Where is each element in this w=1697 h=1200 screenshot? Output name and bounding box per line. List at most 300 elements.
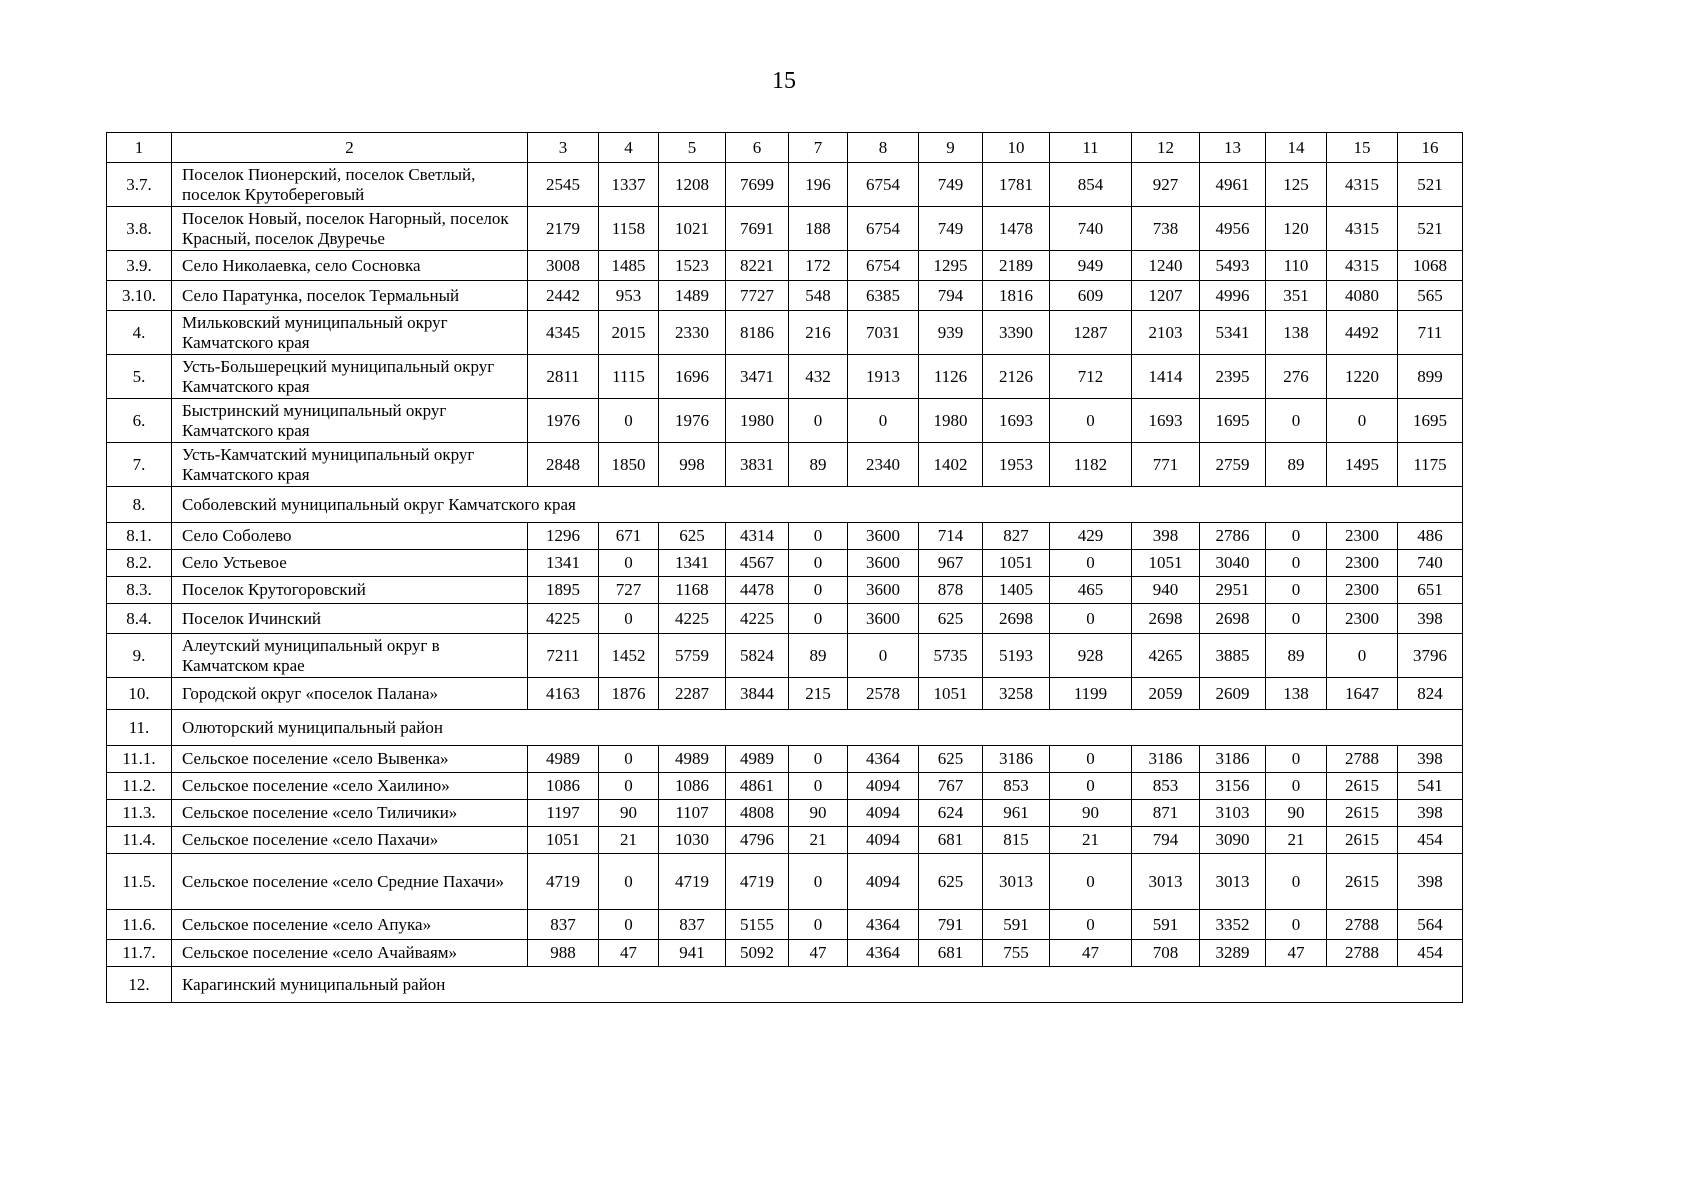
- value-cell: 1107: [659, 800, 726, 827]
- value-cell: 1495: [1327, 443, 1398, 487]
- value-cell: 1485: [599, 251, 659, 281]
- value-cell: 1696: [659, 355, 726, 399]
- value-cell: 1086: [659, 773, 726, 800]
- value-cell: 0: [1050, 854, 1132, 910]
- column-number-cell: 5: [659, 133, 726, 163]
- value-cell: 0: [599, 746, 659, 773]
- value-cell: 4719: [726, 854, 789, 910]
- value-cell: 521: [1398, 163, 1463, 207]
- value-cell: 2103: [1132, 311, 1200, 355]
- value-cell: 4961: [1200, 163, 1266, 207]
- row-number-cell: 11.1.: [107, 746, 172, 773]
- column-number-cell: 7: [789, 133, 848, 163]
- value-cell: 0: [789, 910, 848, 940]
- value-cell: 1523: [659, 251, 726, 281]
- value-cell: 2395: [1200, 355, 1266, 399]
- value-cell: 1913: [848, 355, 919, 399]
- value-cell: 824: [1398, 678, 1463, 710]
- column-number-cell: 11: [1050, 133, 1132, 163]
- value-cell: 878: [919, 577, 983, 604]
- territory-name-cell: Сельское поселение «село Вывенка»: [172, 746, 528, 773]
- territory-name-cell: Сельское поселение «село Тиличики»: [172, 800, 528, 827]
- territory-name-cell: Село Николаевка, село Сосновка: [172, 251, 528, 281]
- territory-name-cell: Сельское поселение «село Ачайваям»: [172, 940, 528, 967]
- value-cell: 953: [599, 281, 659, 311]
- value-cell: 4080: [1327, 281, 1398, 311]
- value-cell: 1402: [919, 443, 983, 487]
- table-row: [107, 311, 1463, 355]
- value-cell: 711: [1398, 311, 1463, 355]
- territory-name-cell: Алеутский муниципальный округ в Камчатском крае: [172, 634, 528, 678]
- value-cell: 853: [983, 773, 1050, 800]
- value-cell: 1693: [1132, 399, 1200, 443]
- value-cell: 521: [1398, 207, 1463, 251]
- value-cell: 1980: [919, 399, 983, 443]
- table-row: [107, 678, 1463, 710]
- page-number: 15: [772, 68, 796, 94]
- value-cell: 671: [599, 523, 659, 550]
- value-cell: 0: [789, 577, 848, 604]
- value-cell: 767: [919, 773, 983, 800]
- value-cell: 4225: [659, 604, 726, 634]
- value-cell: 1287: [1050, 311, 1132, 355]
- value-cell: 0: [1050, 550, 1132, 577]
- value-cell: 89: [1266, 634, 1327, 678]
- value-cell: 1405: [983, 577, 1050, 604]
- value-cell: 961: [983, 800, 1050, 827]
- value-cell: 2609: [1200, 678, 1266, 710]
- value-cell: 1068: [1398, 251, 1463, 281]
- value-cell: 125: [1266, 163, 1327, 207]
- value-cell: 3040: [1200, 550, 1266, 577]
- value-cell: 564: [1398, 910, 1463, 940]
- row-number-cell: 11.2.: [107, 773, 172, 800]
- section-row: [107, 487, 1463, 523]
- value-cell: 0: [1266, 746, 1327, 773]
- value-cell: 5193: [983, 634, 1050, 678]
- value-cell: 2015: [599, 311, 659, 355]
- value-cell: 4315: [1327, 207, 1398, 251]
- value-cell: 1115: [599, 355, 659, 399]
- value-cell: 2788: [1327, 910, 1398, 940]
- value-cell: 3352: [1200, 910, 1266, 940]
- value-cell: 625: [919, 604, 983, 634]
- territory-name-cell: Поселок Новый, поселок Нагорный, поселок Красный, поселок Двуречье: [172, 207, 528, 251]
- value-cell: 1816: [983, 281, 1050, 311]
- row-number-cell: 4.: [107, 311, 172, 355]
- territory-name-cell: Городской округ «поселок Палана»: [172, 678, 528, 710]
- value-cell: 1086: [528, 773, 599, 800]
- row-number-cell: 9.: [107, 634, 172, 678]
- value-cell: 565: [1398, 281, 1463, 311]
- value-cell: 90: [1266, 800, 1327, 827]
- value-cell: 21: [1050, 827, 1132, 854]
- territory-name-cell: Усть-Камчатский муниципальный округ Камчатского края: [172, 443, 528, 487]
- value-cell: 2300: [1327, 523, 1398, 550]
- value-cell: 2615: [1327, 827, 1398, 854]
- value-cell: 4989: [659, 746, 726, 773]
- value-cell: 0: [789, 604, 848, 634]
- value-cell: 0: [789, 550, 848, 577]
- value-cell: 4314: [726, 523, 789, 550]
- value-cell: 2300: [1327, 577, 1398, 604]
- value-cell: 541: [1398, 773, 1463, 800]
- table-row: [107, 523, 1463, 550]
- column-number-cell: 16: [1398, 133, 1463, 163]
- value-cell: 0: [789, 746, 848, 773]
- value-cell: 6385: [848, 281, 919, 311]
- value-cell: 4996: [1200, 281, 1266, 311]
- value-cell: 2578: [848, 678, 919, 710]
- value-cell: 0: [1266, 577, 1327, 604]
- value-cell: 3289: [1200, 940, 1266, 967]
- value-cell: 7691: [726, 207, 789, 251]
- value-cell: 712: [1050, 355, 1132, 399]
- row-number-cell: 8.1.: [107, 523, 172, 550]
- row-number-cell: 8.2.: [107, 550, 172, 577]
- value-cell: 21: [599, 827, 659, 854]
- value-cell: 0: [1266, 550, 1327, 577]
- row-number-cell: 11.4.: [107, 827, 172, 854]
- value-cell: 172: [789, 251, 848, 281]
- value-cell: 0: [599, 550, 659, 577]
- value-cell: 4094: [848, 827, 919, 854]
- value-cell: 4364: [848, 940, 919, 967]
- value-cell: 47: [1050, 940, 1132, 967]
- row-number-cell: 11.6.: [107, 910, 172, 940]
- value-cell: 609: [1050, 281, 1132, 311]
- value-cell: 5735: [919, 634, 983, 678]
- value-cell: 3844: [726, 678, 789, 710]
- value-cell: 2788: [1327, 940, 1398, 967]
- territory-name-cell: Поселок Ичинский: [172, 604, 528, 634]
- column-number-cell: 8: [848, 133, 919, 163]
- value-cell: 276: [1266, 355, 1327, 399]
- value-cell: 196: [789, 163, 848, 207]
- value-cell: 1175: [1398, 443, 1463, 487]
- value-cell: 3186: [983, 746, 1050, 773]
- value-cell: 1489: [659, 281, 726, 311]
- table-row: [107, 355, 1463, 399]
- column-number-cell: 13: [1200, 133, 1266, 163]
- value-cell: 0: [1050, 604, 1132, 634]
- value-cell: 2615: [1327, 773, 1398, 800]
- value-cell: 4956: [1200, 207, 1266, 251]
- value-cell: 0: [1050, 746, 1132, 773]
- value-cell: 2126: [983, 355, 1050, 399]
- value-cell: 0: [599, 399, 659, 443]
- value-cell: 5493: [1200, 251, 1266, 281]
- value-cell: 740: [1398, 550, 1463, 577]
- value-cell: 4719: [528, 854, 599, 910]
- value-cell: 591: [1132, 910, 1200, 940]
- value-cell: 1220: [1327, 355, 1398, 399]
- column-number-cell: 4: [599, 133, 659, 163]
- table-row: [107, 251, 1463, 281]
- value-cell: 1414: [1132, 355, 1200, 399]
- value-cell: 0: [1050, 910, 1132, 940]
- territory-name-cell: Усть-Большерецкий муниципальный округ Камчатского края: [172, 355, 528, 399]
- value-cell: 0: [1050, 399, 1132, 443]
- value-cell: 120: [1266, 207, 1327, 251]
- value-cell: 3186: [1132, 746, 1200, 773]
- row-number-cell: 11.7.: [107, 940, 172, 967]
- value-cell: 1341: [659, 550, 726, 577]
- value-cell: 939: [919, 311, 983, 355]
- value-cell: 2698: [1132, 604, 1200, 634]
- value-cell: 138: [1266, 311, 1327, 355]
- value-cell: 4225: [726, 604, 789, 634]
- row-number-cell: 3.10.: [107, 281, 172, 311]
- value-cell: 1296: [528, 523, 599, 550]
- value-cell: 4345: [528, 311, 599, 355]
- value-cell: 0: [599, 773, 659, 800]
- value-cell: 90: [1050, 800, 1132, 827]
- value-cell: 928: [1050, 634, 1132, 678]
- value-cell: 794: [919, 281, 983, 311]
- value-cell: 815: [983, 827, 1050, 854]
- value-cell: 5759: [659, 634, 726, 678]
- value-cell: 871: [1132, 800, 1200, 827]
- value-cell: 1021: [659, 207, 726, 251]
- value-cell: 1051: [983, 550, 1050, 577]
- column-number-cell: 14: [1266, 133, 1327, 163]
- territory-name-cell: Сельское поселение «село Пахачи»: [172, 827, 528, 854]
- row-number-cell: 11.5.: [107, 854, 172, 910]
- value-cell: 853: [1132, 773, 1200, 800]
- value-cell: 3600: [848, 604, 919, 634]
- value-cell: 3013: [983, 854, 1050, 910]
- value-cell: 1126: [919, 355, 983, 399]
- value-cell: 771: [1132, 443, 1200, 487]
- row-number-cell: 6.: [107, 399, 172, 443]
- value-cell: 0: [1266, 773, 1327, 800]
- value-cell: 591: [983, 910, 1050, 940]
- value-cell: 90: [599, 800, 659, 827]
- value-cell: 2698: [983, 604, 1050, 634]
- value-cell: 188: [789, 207, 848, 251]
- value-cell: 0: [789, 523, 848, 550]
- value-cell: 0: [599, 604, 659, 634]
- value-cell: 714: [919, 523, 983, 550]
- row-number-cell: 11.: [107, 710, 172, 746]
- value-cell: 837: [659, 910, 726, 940]
- value-cell: 4163: [528, 678, 599, 710]
- territory-name-cell: Сельское поселение «село Хаилино»: [172, 773, 528, 800]
- value-cell: 837: [528, 910, 599, 940]
- value-cell: 625: [919, 854, 983, 910]
- table-row: [107, 281, 1463, 311]
- value-cell: 7031: [848, 311, 919, 355]
- value-cell: 681: [919, 940, 983, 967]
- value-cell: 1693: [983, 399, 1050, 443]
- column-number-cell: 1: [107, 133, 172, 163]
- value-cell: 1980: [726, 399, 789, 443]
- value-cell: 1478: [983, 207, 1050, 251]
- table-row: [107, 940, 1463, 967]
- value-cell: 755: [983, 940, 1050, 967]
- data-table: [106, 132, 1463, 1003]
- value-cell: 4796: [726, 827, 789, 854]
- value-cell: 727: [599, 577, 659, 604]
- value-cell: 7699: [726, 163, 789, 207]
- row-number-cell: 8.: [107, 487, 172, 523]
- value-cell: 216: [789, 311, 848, 355]
- value-cell: 651: [1398, 577, 1463, 604]
- table-row: [107, 604, 1463, 634]
- column-number-cell: 10: [983, 133, 1050, 163]
- value-cell: 5092: [726, 940, 789, 967]
- value-cell: 3103: [1200, 800, 1266, 827]
- value-cell: 3600: [848, 577, 919, 604]
- value-cell: 827: [983, 523, 1050, 550]
- value-cell: 2615: [1327, 800, 1398, 827]
- value-cell: 3390: [983, 311, 1050, 355]
- value-cell: 2848: [528, 443, 599, 487]
- value-cell: 2300: [1327, 550, 1398, 577]
- value-cell: 1976: [528, 399, 599, 443]
- row-number-cell: 3.8.: [107, 207, 172, 251]
- value-cell: 3831: [726, 443, 789, 487]
- table-row: [107, 443, 1463, 487]
- value-cell: 2698: [1200, 604, 1266, 634]
- value-cell: 1051: [1132, 550, 1200, 577]
- section-row: [107, 710, 1463, 746]
- value-cell: 1158: [599, 207, 659, 251]
- value-cell: 0: [1327, 634, 1398, 678]
- value-cell: 6754: [848, 207, 919, 251]
- row-number-cell: 10.: [107, 678, 172, 710]
- territory-name-cell: Карагинский муниципальный район: [172, 967, 1463, 1003]
- value-cell: 2759: [1200, 443, 1266, 487]
- row-number-cell: 3.9.: [107, 251, 172, 281]
- value-cell: 110: [1266, 251, 1327, 281]
- value-cell: 998: [659, 443, 726, 487]
- value-cell: 2330: [659, 311, 726, 355]
- value-cell: 854: [1050, 163, 1132, 207]
- row-number-cell: 5.: [107, 355, 172, 399]
- value-cell: 681: [919, 827, 983, 854]
- value-cell: 8221: [726, 251, 789, 281]
- value-cell: 90: [789, 800, 848, 827]
- value-cell: 0: [1050, 773, 1132, 800]
- value-cell: 2179: [528, 207, 599, 251]
- territory-name-cell: Село Соболево: [172, 523, 528, 550]
- territory-name-cell: Соболевский муниципальный округ Камчатского края: [172, 487, 1463, 523]
- value-cell: 1208: [659, 163, 726, 207]
- column-number-cell: 6: [726, 133, 789, 163]
- value-cell: 3796: [1398, 634, 1463, 678]
- territory-name-cell: Мильковский муниципальный округ Камчатского края: [172, 311, 528, 355]
- value-cell: 429: [1050, 523, 1132, 550]
- value-cell: 949: [1050, 251, 1132, 281]
- value-cell: 21: [1266, 827, 1327, 854]
- column-number-cell: 9: [919, 133, 983, 163]
- value-cell: 740: [1050, 207, 1132, 251]
- value-cell: 3600: [848, 523, 919, 550]
- value-cell: 0: [1327, 399, 1398, 443]
- value-cell: 454: [1398, 940, 1463, 967]
- value-cell: 1695: [1398, 399, 1463, 443]
- territory-name-cell: Олюторский муниципальный район: [172, 710, 1463, 746]
- column-number-cell: 2: [172, 133, 528, 163]
- value-cell: 47: [789, 940, 848, 967]
- value-cell: 4315: [1327, 251, 1398, 281]
- value-cell: 1850: [599, 443, 659, 487]
- table-row: [107, 399, 1463, 443]
- table-row: [107, 207, 1463, 251]
- territory-name-cell: Быстринский муниципальный округ Камчатского края: [172, 399, 528, 443]
- value-cell: 1781: [983, 163, 1050, 207]
- value-cell: 1182: [1050, 443, 1132, 487]
- territory-name-cell: Поселок Крутогоровский: [172, 577, 528, 604]
- territory-name-cell: Село Устьевое: [172, 550, 528, 577]
- table-row: [107, 910, 1463, 940]
- value-cell: 432: [789, 355, 848, 399]
- value-cell: 0: [1266, 523, 1327, 550]
- value-cell: 5155: [726, 910, 789, 940]
- value-cell: 2442: [528, 281, 599, 311]
- value-cell: 2300: [1327, 604, 1398, 634]
- value-cell: 0: [1266, 854, 1327, 910]
- value-cell: 7727: [726, 281, 789, 311]
- table-row: [107, 634, 1463, 678]
- row-number-cell: 8.3.: [107, 577, 172, 604]
- value-cell: 4364: [848, 746, 919, 773]
- value-cell: 2287: [659, 678, 726, 710]
- value-cell: 3186: [1200, 746, 1266, 773]
- table-row: [107, 827, 1463, 854]
- table-row: [107, 800, 1463, 827]
- value-cell: 4094: [848, 800, 919, 827]
- table-row: [107, 854, 1463, 910]
- value-cell: 1197: [528, 800, 599, 827]
- value-cell: 0: [599, 854, 659, 910]
- row-number-cell: 8.4.: [107, 604, 172, 634]
- value-cell: 4478: [726, 577, 789, 604]
- value-cell: 21: [789, 827, 848, 854]
- value-cell: 47: [1266, 940, 1327, 967]
- value-cell: 8186: [726, 311, 789, 355]
- value-cell: 3885: [1200, 634, 1266, 678]
- value-cell: 988: [528, 940, 599, 967]
- value-cell: 4492: [1327, 311, 1398, 355]
- value-cell: 927: [1132, 163, 1200, 207]
- value-cell: 4364: [848, 910, 919, 940]
- value-cell: 749: [919, 163, 983, 207]
- value-cell: 738: [1132, 207, 1200, 251]
- table-row: [107, 577, 1463, 604]
- value-cell: 486: [1398, 523, 1463, 550]
- value-cell: 1695: [1200, 399, 1266, 443]
- column-number-cell: 12: [1132, 133, 1200, 163]
- value-cell: 89: [789, 443, 848, 487]
- territory-name-cell: Село Паратунка, поселок Термальный: [172, 281, 528, 311]
- value-cell: 967: [919, 550, 983, 577]
- value-cell: 1051: [528, 827, 599, 854]
- value-cell: 2786: [1200, 523, 1266, 550]
- value-cell: 4094: [848, 773, 919, 800]
- section-row: [107, 967, 1463, 1003]
- value-cell: 465: [1050, 577, 1132, 604]
- value-cell: 2615: [1327, 854, 1398, 910]
- value-cell: 1295: [919, 251, 983, 281]
- value-cell: 0: [1266, 399, 1327, 443]
- value-cell: 4719: [659, 854, 726, 910]
- value-cell: 2189: [983, 251, 1050, 281]
- value-cell: 3013: [1200, 854, 1266, 910]
- table-row: [107, 550, 1463, 577]
